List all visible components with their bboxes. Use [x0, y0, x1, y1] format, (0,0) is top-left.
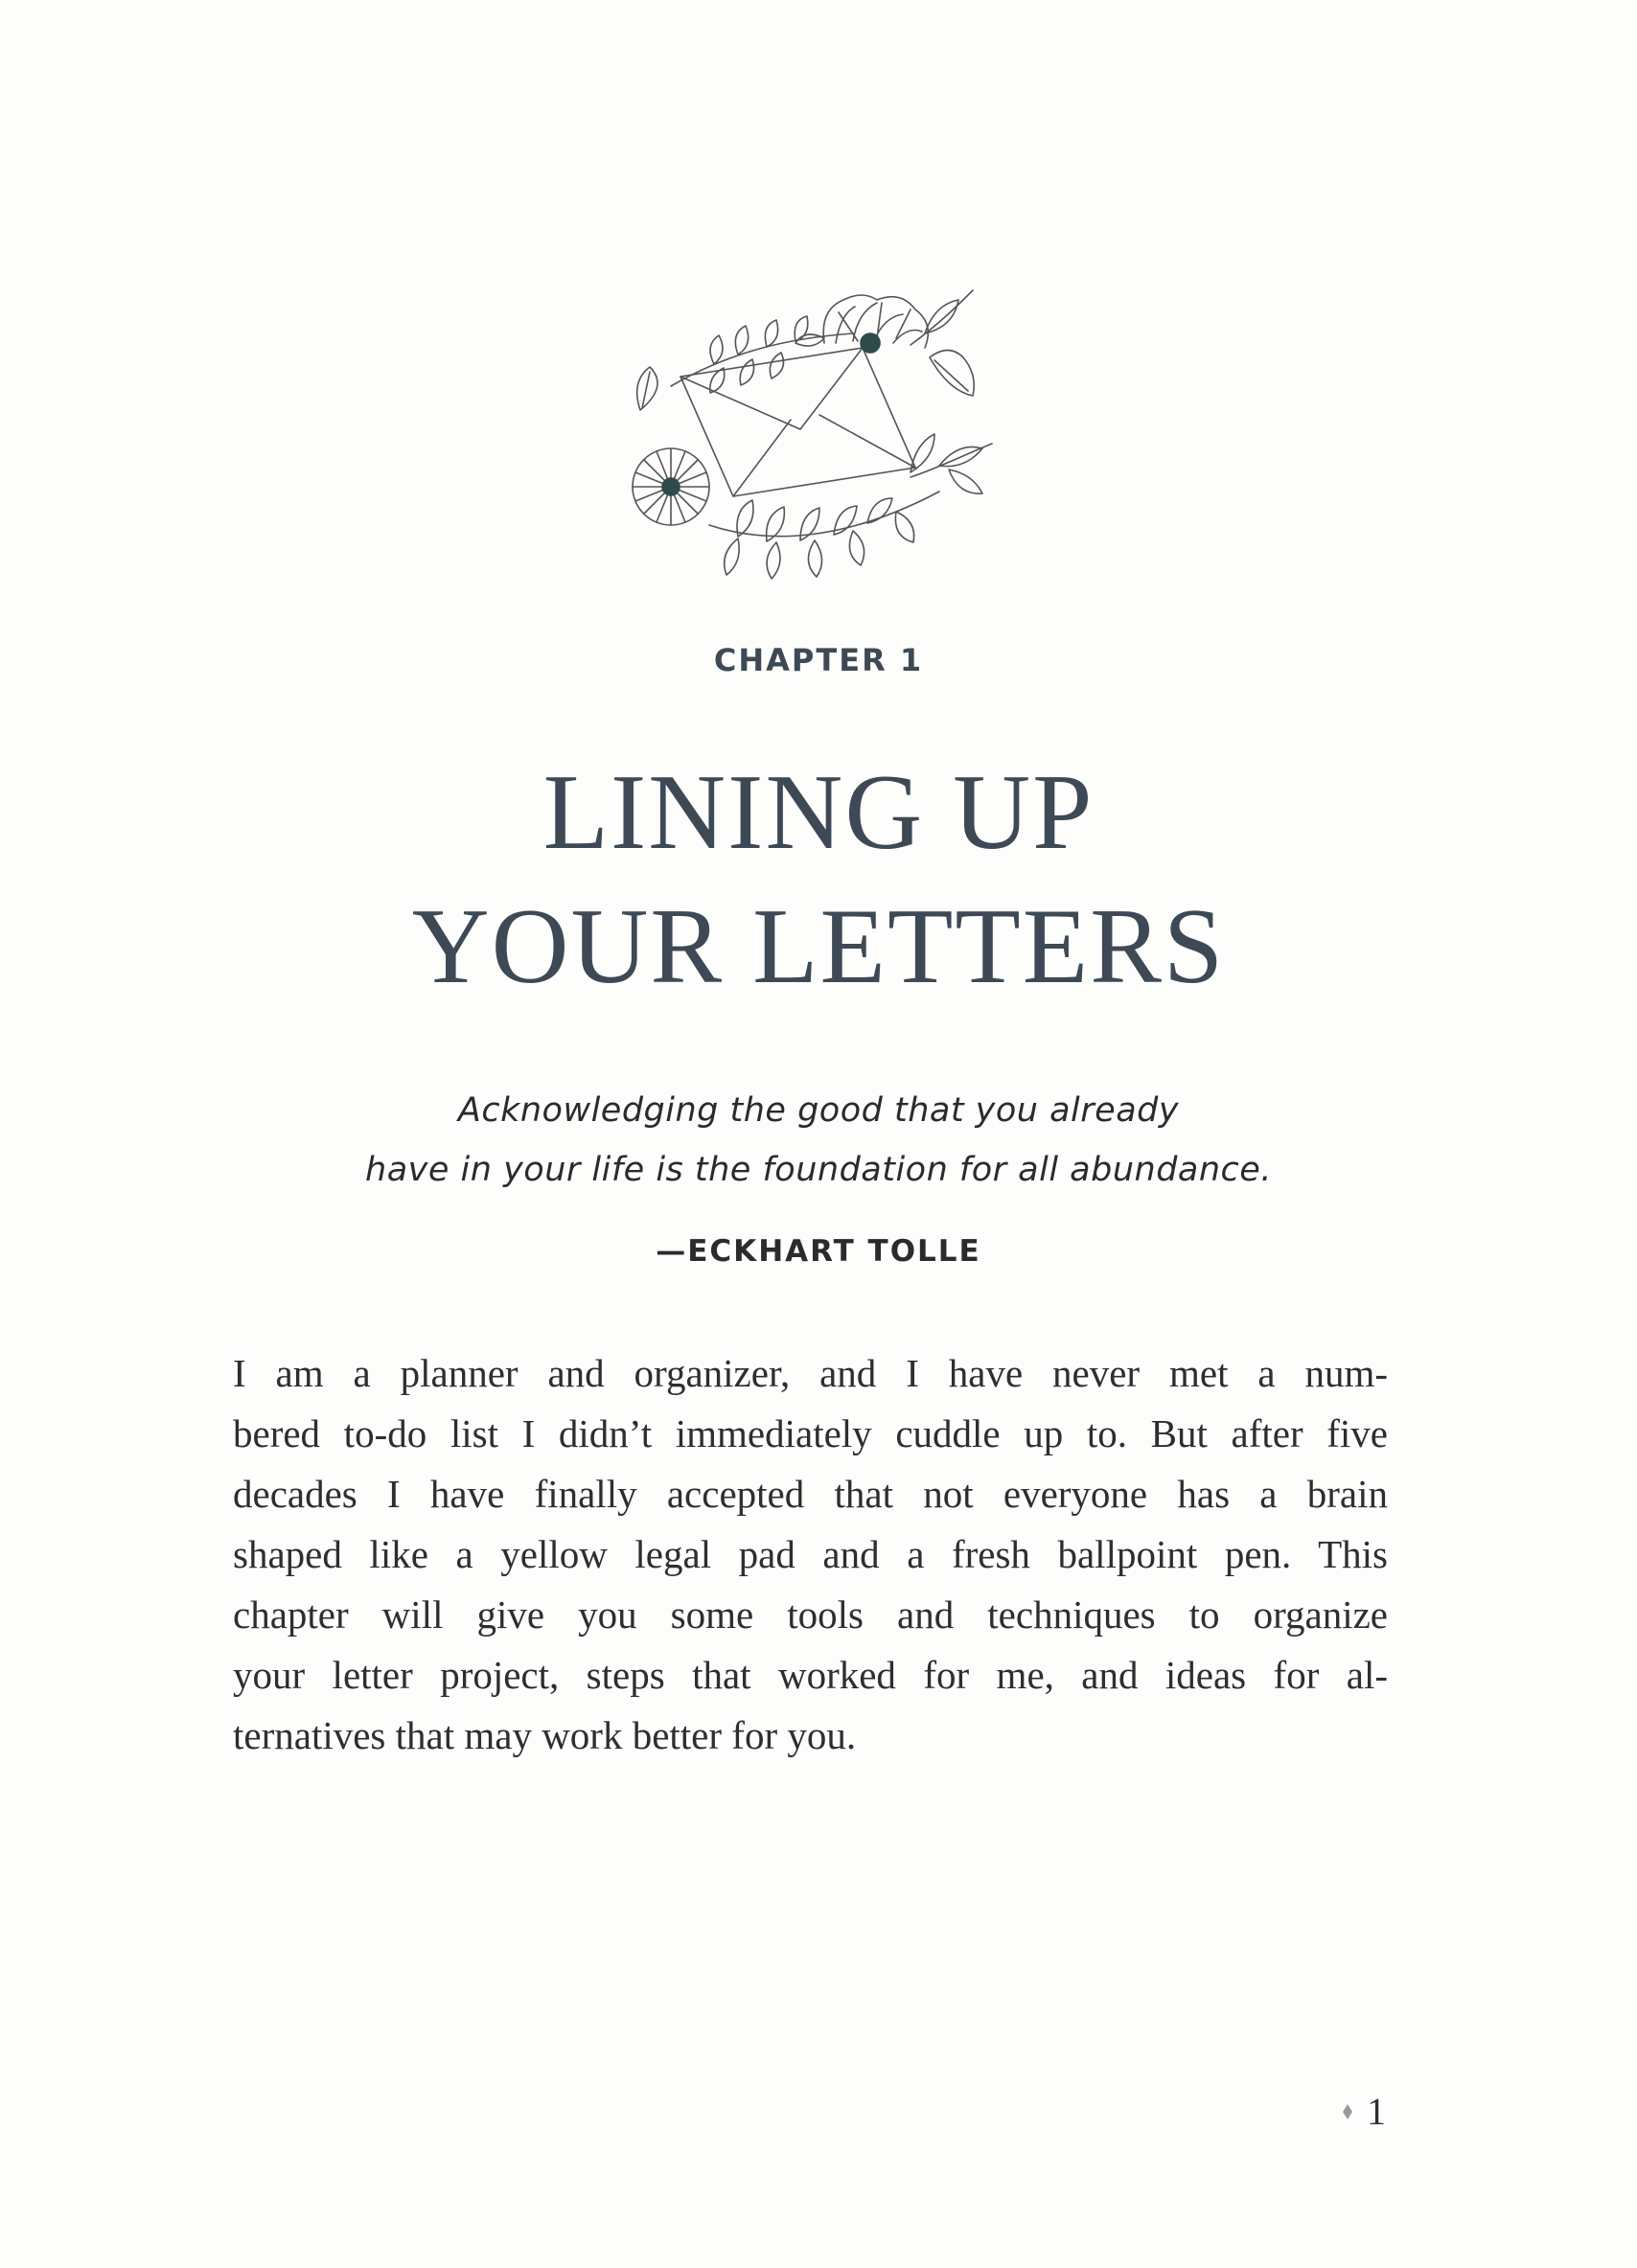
- leaf-branch-icon: [671, 316, 853, 393]
- diamond-icon: [1342, 2103, 1353, 2120]
- chapter-label: CHAPTER 1: [713, 642, 924, 678]
- leaf-branch-icon: [709, 492, 939, 579]
- epigraph-attribution: —ECKHART TOLLE: [656, 1234, 981, 1269]
- left-leaf-icon: [637, 367, 657, 410]
- epigraph-line: have in your life is the foundation for all abundance.: [365, 1151, 1272, 1189]
- floral-envelope-icon: [623, 286, 1006, 592]
- chapter-title-line: LINING UP: [542, 753, 1095, 872]
- epigraph-quote: [0, 1081, 1637, 1200]
- chapter-title: [0, 745, 1637, 1014]
- body-line: ternatives that may work better for you.: [233, 1713, 857, 1757]
- leaf-icon: [911, 290, 974, 396]
- page-folio: [1342, 2089, 1386, 2134]
- body-line: your letter project, steps that worked for me, and ideas for al-: [233, 1653, 1388, 1697]
- flower-icon: [633, 448, 709, 525]
- body-line: chapter will give you some tools and techniques to organize: [233, 1592, 1388, 1637]
- body-line: bered to-do list I didn’t immediately cuddle up to. But after five: [233, 1411, 1388, 1455]
- envelope-icon: [680, 348, 915, 496]
- body-line: decades I have finally accepted that not everyone has a brain: [233, 1472, 1388, 1516]
- body-line: I am a planner and organizer, and I have never met a num-: [233, 1351, 1388, 1395]
- chapter-title-line: YOUR LETTERS: [411, 887, 1226, 1006]
- body-line: shaped like a yellow legal pad and a fresh ballpoint pen. This: [233, 1532, 1388, 1576]
- body-paragraph: [233, 1343, 1388, 1766]
- epigraph-line: Acknowledging the good that you already: [457, 1091, 1180, 1130]
- leaf-branch-icon: [911, 434, 992, 493]
- page-number: 1: [1367, 2090, 1386, 2133]
